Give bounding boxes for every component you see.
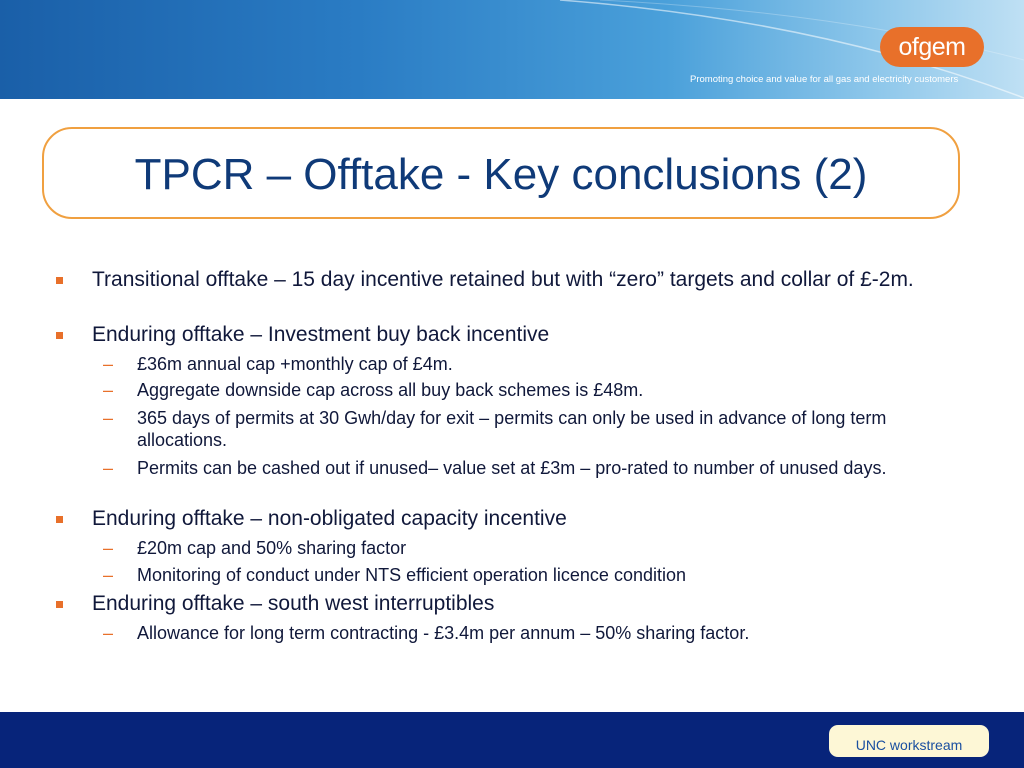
header-banner [0,0,1024,99]
dash-bullet-icon: – [103,380,114,400]
sub-bullet-text: £20m cap and 50% sharing factor [137,538,407,558]
title-box [42,127,960,219]
sub-bullet-text: Monitoring of conduct under NTS efficient operation licence condition [137,565,686,585]
sub-bullet-downside-cap [103,379,957,401]
dash-bullet-icon: – [103,458,114,478]
bullet-text: Enduring offtake – Investment buy back incentive [92,323,550,346]
sub-bullet-text: Allowance for long term contracting - £3.4m per annum – 50% sharing factor. [137,623,750,643]
sub-bullet-long-term-contracting [103,622,957,644]
sub-bullet-monitoring [103,564,957,586]
bullet-investment-buy-back [92,323,942,347]
bullet-text: Transitional offtake – 15 day incentive retained but with “zero” targets and collar of £-2m. [92,268,914,291]
bullet-south-west-interruptibles [92,592,942,616]
sub-bullet-sharing-factor [103,537,957,559]
sub-bullet-text: 365 days of permits at 30 Gwh/day for exit – permits can only be used in advance of long term allocations. [137,408,887,450]
footer-workstream-badge: UNC workstream [829,725,989,757]
bullet-non-obligated-capacity [92,507,942,531]
dash-bullet-icon: – [103,623,114,643]
bullet-transitional-offtake [92,268,942,292]
dash-bullet-icon: – [103,538,114,558]
dash-bullet-icon: – [103,354,114,374]
square-bullet-icon [56,516,63,523]
ofgem-logo: ofgem [880,27,984,67]
dash-bullet-icon: – [103,408,114,428]
header-tagline: Promoting choice and value for all gas and electricity customers [690,74,959,85]
bullet-text: Enduring offtake – non-obligated capacity incentive [92,507,567,530]
sub-bullet-text: Permits can be cashed out if unused– value set at £3m – pro-rated to number of unused days. [137,458,887,478]
square-bullet-icon [56,601,63,608]
square-bullet-icon [56,277,63,284]
sub-bullet-permits [103,407,907,451]
slide-title: TPCR – Offtake - Key conclusions (2) [134,150,868,199]
square-bullet-icon [56,332,63,339]
sub-bullet-text: £36m annual cap +monthly cap of £4m. [137,354,453,374]
sub-bullet-text: Aggregate downside cap across all buy back schemes is £48m. [137,380,644,400]
sub-bullet-annual-cap [103,353,957,375]
bullet-text: Enduring offtake – south west interruptibles [92,592,495,615]
sub-bullet-cash-out [103,457,957,479]
dash-bullet-icon: – [103,565,114,585]
